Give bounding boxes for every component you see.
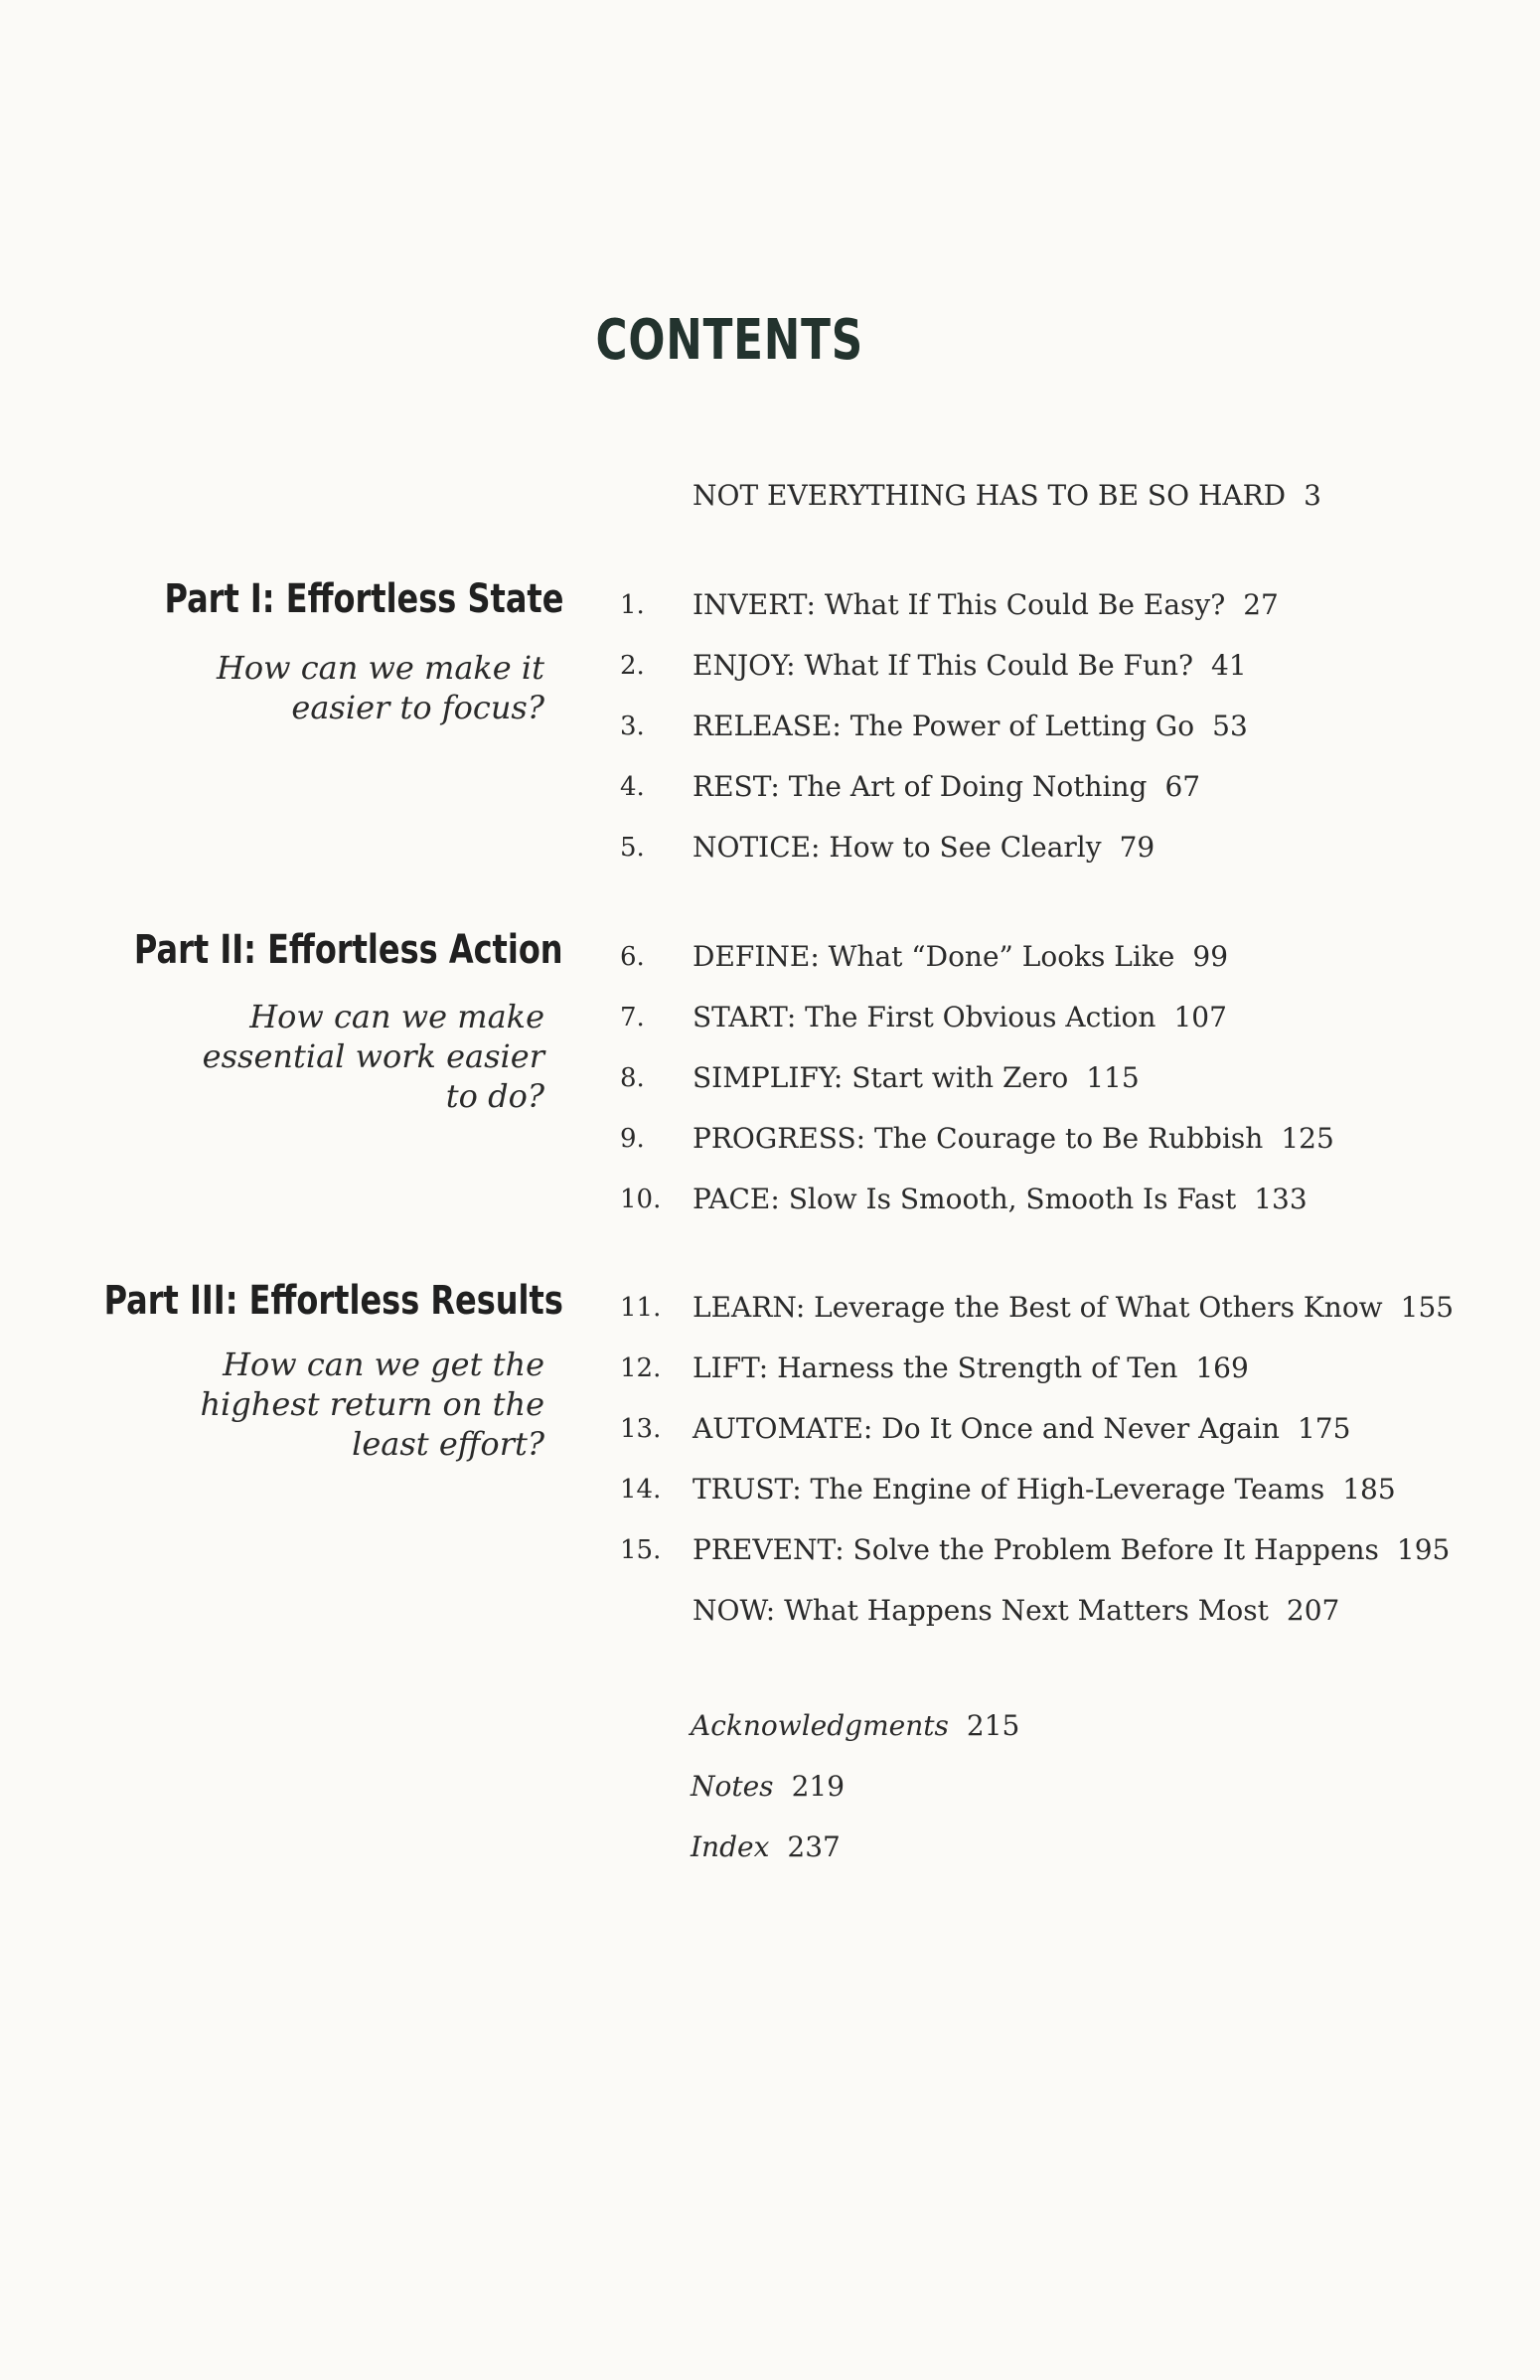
entry-label: START: The First Obvious Action <box>693 1001 1156 1033</box>
toc-entry-chapter-9[interactable] <box>693 1122 1334 1155</box>
part-1-question: How can we make it easier to focus? <box>216 649 544 726</box>
entry-label: TRUST: The Engine of High-Leverage Teams <box>693 1473 1325 1506</box>
toc-entry-chapter-12[interactable] <box>693 1351 1249 1384</box>
entry-page: 79 <box>1119 831 1155 864</box>
chapter-number: 4. <box>620 772 645 802</box>
entry-label: DEFINE: What “Done” Looks Like <box>693 940 1175 973</box>
toc-entry-chapter-3[interactable] <box>693 710 1248 742</box>
toc-entry-chapter-2[interactable] <box>693 649 1247 682</box>
entry-label: Index <box>691 1830 770 1863</box>
chapter-number: 6. <box>620 942 645 972</box>
chapter-number: 7. <box>620 1003 645 1032</box>
entry-label: PREVENT: Solve the Problem Before It Happens <box>693 1533 1379 1566</box>
entry-page: 41 <box>1211 649 1247 682</box>
chapter-number: 11. <box>620 1293 662 1323</box>
entry-label: ENJOY: What If This Could Be Fun? <box>693 649 1194 682</box>
entry-page: 185 <box>1342 1473 1396 1506</box>
toc-entry-chapter-6[interactable] <box>693 940 1228 973</box>
entry-page: 175 <box>1297 1412 1351 1445</box>
entry-page: 155 <box>1400 1291 1455 1324</box>
entry-label: AUTOMATE: Do It Once and Never Again <box>693 1412 1280 1445</box>
entry-label: LIFT: Harness the Strength of Ten <box>693 1351 1178 1384</box>
toc-entry-chapter-10[interactable] <box>693 1183 1308 1215</box>
part-1-title: Part I: Effortless State <box>164 576 563 622</box>
entry-page: 107 <box>1173 1001 1227 1033</box>
toc-entry-index[interactable] <box>691 1830 841 1863</box>
entry-page: 219 <box>791 1770 846 1803</box>
chapter-number: 12. <box>620 1353 662 1383</box>
chapter-number: 15. <box>620 1535 662 1565</box>
toc-entry-chapter-1[interactable] <box>693 588 1279 621</box>
entry-page: 115 <box>1086 1061 1140 1094</box>
entry-page: 3 <box>1304 479 1321 512</box>
toc-entry-acknowledgments[interactable] <box>691 1709 1019 1742</box>
chapter-number: 13. <box>620 1414 662 1444</box>
entry-label: PACE: Slow Is Smooth, Smooth Is Fast <box>693 1183 1237 1215</box>
entry-page: 27 <box>1243 588 1279 621</box>
entry-page: 67 <box>1164 770 1201 803</box>
entry-label: LEARN: Leverage the Best of What Others Know <box>693 1291 1383 1324</box>
chapter-number: 2. <box>620 651 645 681</box>
entry-page: 99 <box>1192 940 1229 973</box>
toc-entry-chapter-13[interactable] <box>693 1412 1350 1445</box>
page-title: CONTENTS <box>595 308 863 373</box>
entry-label: NOT EVERYTHING HAS TO BE SO HARD <box>693 479 1287 512</box>
chapter-number: 5. <box>620 833 645 863</box>
entry-label: INVERT: What If This Could Be Easy? <box>693 588 1226 621</box>
entry-page: 169 <box>1195 1351 1249 1384</box>
toc-entry-chapter-5[interactable] <box>693 831 1155 864</box>
chapter-number: 8. <box>620 1063 645 1093</box>
part-3-title: Part III: Effortless Results <box>103 1278 563 1324</box>
toc-entry-intro[interactable] <box>693 479 1321 512</box>
entry-page: 215 <box>966 1709 1020 1742</box>
entry-label: NOTICE: How to See Clearly <box>693 831 1102 864</box>
chapter-number: 9. <box>620 1124 645 1154</box>
entry-label: PROGRESS: The Courage to Be Rubbish <box>693 1122 1264 1155</box>
toc-entry-notes[interactable] <box>691 1770 845 1803</box>
part-3-question: How can we get the highest return on the least effort? <box>200 1346 544 1463</box>
chapter-number: 14. <box>620 1475 662 1505</box>
part-2-question: How can we make essential work easier to do? <box>202 998 544 1115</box>
toc-entry-chapter-11[interactable] <box>693 1291 1454 1324</box>
entry-label: Acknowledgments <box>691 1709 949 1742</box>
entry-label: SIMPLIFY: Start with Zero <box>693 1061 1069 1094</box>
toc-entry-chapter-7[interactable] <box>693 1001 1227 1033</box>
entry-label: RELEASE: The Power of Letting Go <box>693 710 1195 742</box>
entry-page: 195 <box>1396 1533 1451 1566</box>
entry-label: NOW: What Happens Next Matters Most <box>693 1594 1269 1627</box>
toc-entry-chapter-4[interactable] <box>693 770 1200 803</box>
chapter-number: 3. <box>620 712 645 741</box>
chapter-number: 1. <box>620 590 645 620</box>
toc-entry-chapter-14[interactable] <box>693 1473 1396 1506</box>
entry-label: Notes <box>691 1770 774 1803</box>
entry-label: REST: The Art of Doing Nothing <box>693 770 1148 803</box>
toc-entry-conclusion[interactable] <box>693 1594 1339 1627</box>
entry-page: 53 <box>1212 710 1248 742</box>
entry-page: 125 <box>1281 1122 1334 1155</box>
chapter-number: 10. <box>620 1185 662 1214</box>
toc-entry-chapter-15[interactable] <box>693 1533 1450 1566</box>
toc-entry-chapter-8[interactable] <box>693 1061 1140 1094</box>
part-2-title: Part II: Effortless Action <box>134 927 563 973</box>
entry-page: 133 <box>1254 1183 1308 1215</box>
entry-page: 207 <box>1286 1594 1340 1627</box>
entry-page: 237 <box>787 1830 841 1863</box>
